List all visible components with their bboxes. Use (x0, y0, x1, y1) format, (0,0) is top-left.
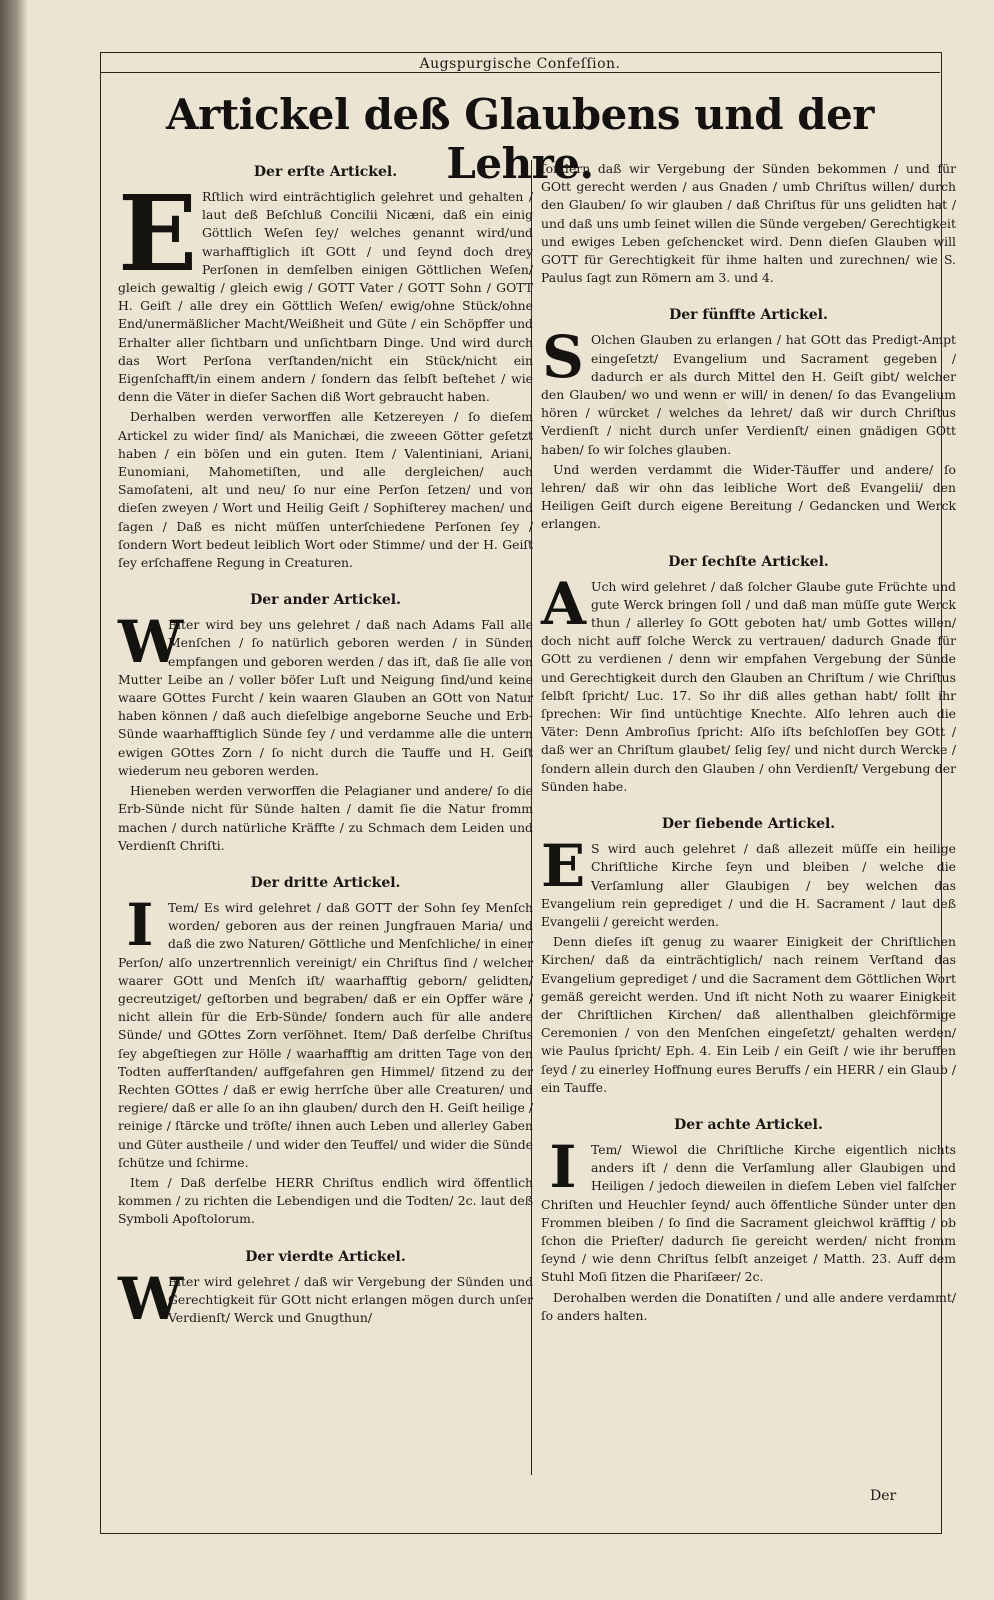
right-column (541, 160, 956, 1345)
left-column (118, 160, 533, 1347)
drop-cap-initial: S (542, 323, 584, 392)
article-8 (541, 1117, 956, 1325)
article-heading: Der erſte Artickel. (253, 164, 398, 180)
paragraph: Uch wird gelehret / daß ſolcher Glaube gute Früchte und gute Werck bringen ſoll / und daß man müſſe gute Werck thun / allerley ſo GOtt geboten hat/ umb Gottes willen/ doch nicht auff ſolche Werck zu vertrauen/ dadurch Gnade für GOtt zu verdienen / denn wir empfahen Vergebung der Sünde und Gerechtigkeit durch den Glauben an Chriſtum / wie Chriſtus ſelbſt ſpricht/ Luc. 17. So ihr diß alles gethan habt/ ſollt ihr ſprechen: Wir ſind untüchtige Knechte. Alſo lehren auch die Väter: Denn Ambroſius ſpricht: Alſo iſts beſchloſſen bey GOtt / daß wer an Chriſtum glaubet/ ſelig ſey/ und nicht durch Wercke / ſondern allein durch den Glauben / ohn Verdienſt/ Vergebung der Sünden habe. (541, 578, 956, 794)
binding-gutter (0, 0, 28, 1600)
drop-cap-initial: W (118, 608, 184, 677)
drop-cap-initial: E (541, 832, 586, 901)
paragraph: Rſtlich wird einträchtiglich gelehret und gehalten / laut deß Beſchluß Concilii Nicæni, daß ein einig Göttlich Weſen ſey/ welches genannt wird/und warhafftiglich iſt GOtt / und ſeynd doch drey Perſonen in demſelben einigen Göttlichen Weſen/ gleich gewaltig / gleich ewig / GOTT Vater / GOTT Sohn / GOTT H. Geiſt / alle drey ein Göttlich Weſen/ ewig/ohne Stück/ohne End/unermäßlicher Macht/Weißheit und Güte / ein Schöpffer und Erhalter aller ſichtbarn und unſichtbarn Dinge. Und wird durch das Wort Perſona verſtanden/nicht ein Stück/nicht ein Eigenſchafft/in einem andern / ſondern das ſelbſt beſtehet / wie denn die Väter in dieſer Sachen diß Wort gebraucht haben. (118, 189, 533, 405)
article-1 (118, 164, 533, 572)
article-body (541, 1132, 956, 1325)
article-heading: Der fünffte Artickel. (669, 307, 828, 324)
drop-cap-initial: A (541, 569, 587, 638)
article-heading: Der vierdte Artickel. (245, 1248, 406, 1265)
article-6 (541, 554, 956, 796)
article-body (541, 569, 956, 796)
article-5 (541, 307, 956, 533)
header-rule (100, 72, 940, 73)
article-7 (541, 816, 956, 1097)
article-heading: Der ſechſte Artickel. (668, 553, 829, 570)
paragraph: Olchen Glauben zu erlangen / hat GOtt das Predigt-Ampt eingeſetzt/ Evangelium und Sacrament gegeben / dadurch er als durch Mittel den H. Geiſt gibt/ welcher den Glauben/ wo und wenn er will/ in denen/ ſo das Evangelium hören / würcket / welches da lehret/ daß wir durch Chriſtus Verdienſt / nicht durch unſer Verdienſt/ einen gnädigen GOtt haben/ ſo wir ſolches glauben. (541, 332, 956, 457)
article-2 (118, 592, 533, 855)
paragraph: Tem/ Wiewol die Chriſtliche Kirche eigentlich nichts anders iſt / denn die Verſamlung aller Glaubigen und Heiligen / jedoch dieweilen in dieſem Leben viel falſcher Chriſten und Heuchler ſeynd/ auch öffentliche Sünder unter den Frommen bleiben / ſo ſind die Sacrament gleichwol kräfftig / ob ſchon die Prieſter/ dadurch ſie gereicht werden/ nicht fromm ſeynd / wie denn Chriſtus ſelbſt anzeiget / Matth. 23. Auff dem Stuhl Moſi ſitzen die Phariſæer/ 2c. (541, 1141, 956, 1285)
paragraph: Denn dieſes iſt genug zu waarer Einigkeit der Chriſtlichen Kirchen/ daß da einträchtiglich/ nach reinem Verſtand das Evangelium geprediget / und die Sacrament dem Göttlichen Wort gemäß gereicht werden. Und iſt nicht Noth zu waarer Einigkeit der Chriſtlichen Kirchen/ daß allenthalben gleichförmige Ceremonien / von den Menſchen eingeſetzt/ gehalten werden/ wie Paulus ſpricht/ Eph. 4. Ein Leib / ein Geiſt / wie ihr beruffen ſeyd / zu einerley Hoffnung eures Beruffs / ein HERR / ein Glaub / ein Tauffe. (541, 934, 956, 1095)
article-heading: Der ſiebende Artickel. (661, 816, 836, 833)
drop-cap-initial: W (118, 1264, 184, 1333)
article-heading: Der achte Artickel. (674, 1116, 823, 1133)
catchword: Der (870, 1488, 897, 1504)
paragraph: Und werden verdammt die Wider-Täuffer und andere/ ſo lehren/ daß wir ohn das leibliche Wort deß Evangelii/ den Heiligen Geiſt durch eigene Bereitung / Gedancken und Werck erlangen. (541, 461, 956, 532)
article-4-continued (541, 160, 956, 287)
drop-cap-initial: I (126, 890, 154, 959)
article-body (118, 890, 533, 1229)
paragraph: Hieneben werden verworffen die Pelagianer und andere/ ſo die Erb-Sünde nicht für Sünde halten / damit ſie die Natur fromm machen / durch natürliche Kräffte / zu Schmach dem Leiden und Verdienſt Chriſti. (118, 783, 533, 853)
article-heading: Der ander Artickel. (250, 592, 401, 609)
paragraph: Derohalben werden die Donatiſten / und alle andere verdammt/ ſo anders halten. (541, 1289, 956, 1323)
article-body (541, 832, 956, 1097)
article-4 (118, 1248, 533, 1333)
drop-cap-initial: E (118, 172, 198, 295)
article-body (118, 1264, 533, 1333)
article-body (541, 323, 956, 533)
article-body (118, 608, 533, 855)
running-head: Augspurgische Confeſſion. (419, 56, 621, 72)
article-heading: Der dritte Artickel. (250, 874, 401, 891)
article-body (541, 160, 956, 287)
drop-cap-initial: I (549, 1132, 577, 1201)
paragraph: Eiter wird gelehret / daß wir Vergebung der Sünden und Gerechtigkeit für GOtt nicht erlangen mögen durch unſer Verdienſt/ Werck und Gnugthun/ (168, 1273, 533, 1325)
article-3 (118, 875, 533, 1229)
page-title: Artickel deß Glaubens und der Lehre. (166, 90, 874, 188)
paragraph: ſondern daß wir Vergebung der Sünden bekommen / und für GOtt gerecht werden / aus Gnaden / umb Chriſtus willen/ durch den Glauben/ ſo wir glauben / daß Chriſtus für uns gelidten hat / und daß uns umb ſeinet willen die Sünde vergeben/ Gerechtigkeit und ewiges Leben geſchencket wird. Denn dieſen Glauben will GOTT für Gerechtigkeit für ihme halten und zurechnen/ wie S. Paulus ſagt zun Römern am 3. und 4. (541, 161, 956, 286)
paragraph: S wird auch gelehret / daß allezeit müſſe ein heilige Chriſtliche Kirche ſeyn und bleiben / welche die Verſamlung aller Glaubigen / bey welchen das Evangelium rein geprediget / und die H. Sacrament / laut deß Evangelii / gereicht werden. (541, 841, 956, 929)
paragraph: Derhalben werden verworffen alle Ketzereyen / ſo dieſem Artickel zu wider ſind/ als Manichæi, die zweeen Götter geſetzt haben / ein böſen und ein guten. Item / Valentiniani, Ariani, Eunomiani, Mahometiſten, und alle dergleichen/ auch Samoſateni, alt und neu/ ſo nur eine Perſon ſetzen/ und von dieſen zweyen / Wort und Heilig Geiſt / Sophiſterey machen/ und ſagen / Daß es nicht müſſen unterſchiedene Perſonen ſey / ſondern Wort bedeut leiblich Wort oder Stimme/ und der H. Geiſt ſey erſchaffene Regung in Creaturen. (118, 409, 533, 571)
paragraph: Eiter wird bey uns gelehret / daß nach Adams Fall alle Menſchen / ſo natürlich geboren werden / in Sünden empfangen und geboren werden / das iſt, daß ſie alle von Mutter Leibe an / voller böſer Luſt und Neigung ſind/und keine waare GOttes Furcht / kein waaren Glauben an GOtt von Natur haben können / daß auch dieſelbige angeborne Seuche und Erb-Sünde waarhafftiglich Sünde ſey / und verdamme alle die untern ewigen GOttes Zorn / ſo nicht durch die Tauffe und H. Geiſt wiederum neu geboren werden. (118, 617, 533, 778)
paragraph: Item / Daß derſelbe HERR Chriſtus endlich wird öffentlich kommen / zu richten die Lebendigen und die Todten/ 2c. laut deß Symboli Apoſtolorum. (118, 1174, 533, 1227)
paragraph: Tem/ Es wird gelehret / daß GOTT der Sohn ſey Menſch worden/ geboren aus der reinen Jungfrauen Maria/ und daß die zwo Naturen/ Göttliche und Menſchliche/ in einer Perſon/ alſo unzertrennlich vereinigt/ ein Chriſtus ſind / welcher waarer GOtt und Menſch iſt/ waarhafftig geborn/ gelidten/ gecreutziget/ geſtorben und begraben/ daß er ein Opffer wäre / nicht allein für die Erb-Sünde/ ſondern auch für alle andere Sünde/ und GOttes Zorn verſöhnet. Item/ Daß derſelbe Chriſtus ſey abgeſtiegen zur Hölle / waarhafftig am dritten Tage von den Todten aufferſtanden/ auffgefahren gen Himmel/ ſitzend zu der Rechten GOttes / daß er ewig herrſche über alle Creaturen/ und regiere/ daß er alle ſo an ihn glauben/ durch den H. Geiſt heilige / reinige / ſtärcke und tröſte/ ihnen auch Leben und allerley Gaben und Güter austheile / und wider den Teuffel/ und wider die Sünde ſchütze und ſchirme. (118, 899, 533, 1170)
